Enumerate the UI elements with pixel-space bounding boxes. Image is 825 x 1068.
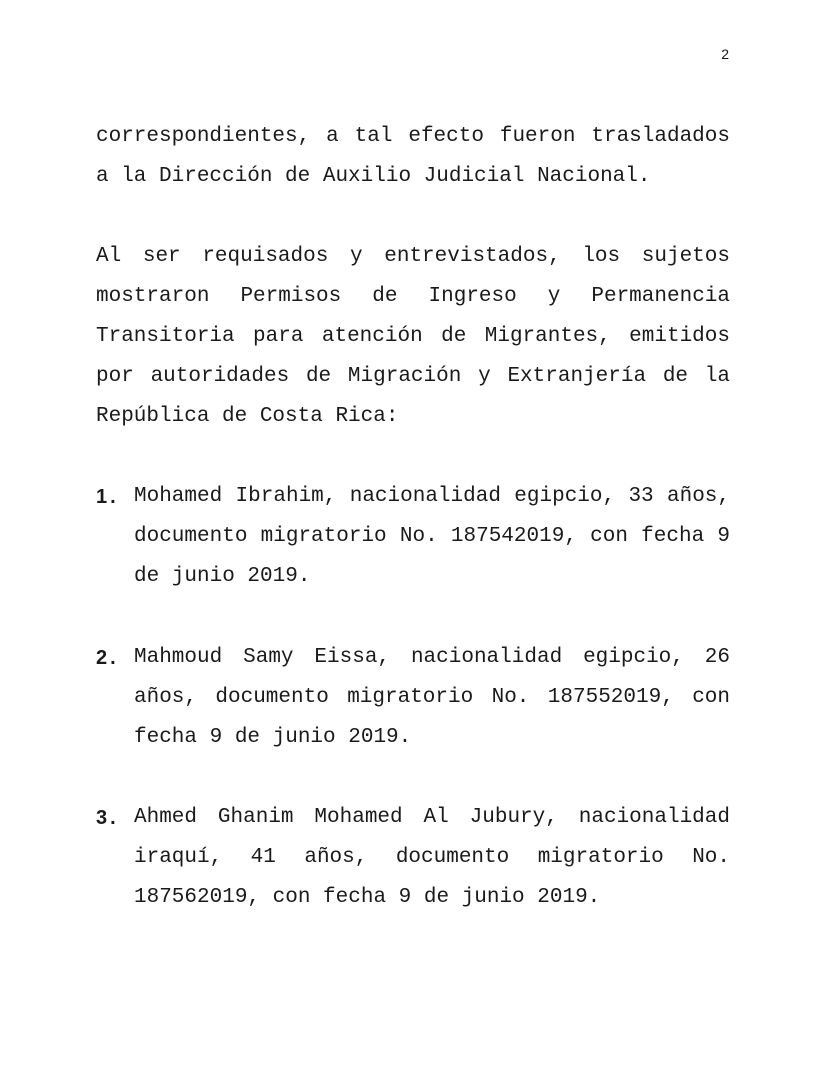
list-item-1 bbox=[96, 477, 730, 597]
list-item-text: Mahmoud Samy Eissa, nacionalidad egipcio, 26 años, documento migratorio No. 187552019, con fecha 9 de junio 2019. bbox=[134, 646, 730, 749]
paragraph-permits: Al ser requisados y entrevistados, los sujetos mostraron Permisos de Ingreso y Permanencia Transitoria para atención de Migrantes, emitidos por autoridades de Migración y Extranjería de la República de Costa Rica: bbox=[96, 245, 730, 428]
list-item-number: 2. bbox=[96, 647, 119, 669]
page-number: 2 bbox=[721, 46, 729, 62]
list-item-text: Ahmed Ghanim Mohamed Al Jubury, nacionalidad iraquí, 41 años, documento migratorio No. 187562019, con fecha 9 de junio 2019. bbox=[134, 806, 730, 909]
list-item-text: Mohamed Ibrahim, nacionalidad egipcio, 33 años, documento migratorio No. 187542019, con fecha 9 de junio 2019. bbox=[134, 485, 730, 588]
list-item-3 bbox=[96, 798, 730, 918]
list-item-number: 1. bbox=[96, 486, 119, 508]
paragraph-transfer: correspondientes, a tal efecto fueron trasladados a la Dirección de Auxilio Judicial Nacional. bbox=[96, 125, 730, 188]
list-item-number: 3. bbox=[96, 807, 119, 829]
list-item-2 bbox=[96, 638, 730, 758]
